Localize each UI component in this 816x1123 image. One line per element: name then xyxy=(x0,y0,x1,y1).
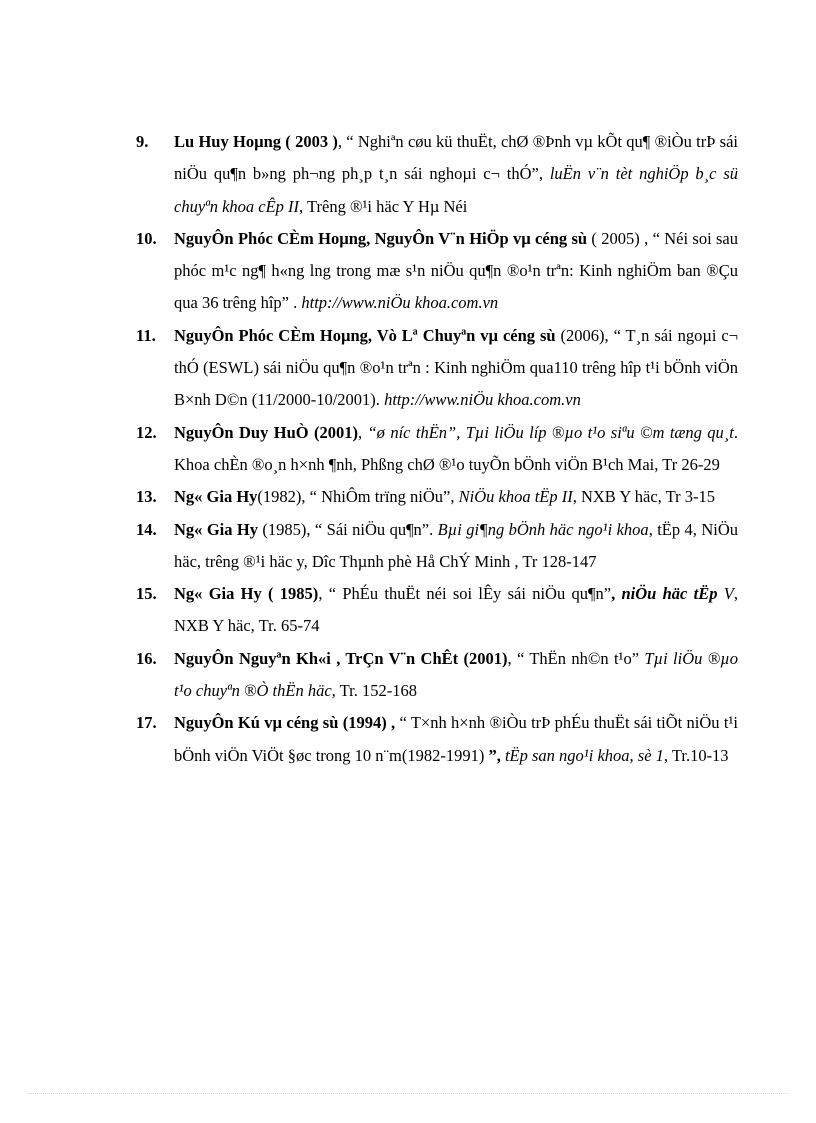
reference-text-run: “ø níc thËn”, Tµi liÖu líp ®µo t¹o siªu ©m tæng qu¸t xyxy=(367,422,734,442)
reference-text-run: , Tr.10-13 xyxy=(663,745,729,765)
reference-text-run: NiÖu khoa tËp II xyxy=(458,487,573,507)
reference-text-run: Ng« Gia Hy xyxy=(174,487,258,507)
reference-text-run: NguyÔn Nguyªn Kh«i , TrÇn V¨n ChÊt (2001) xyxy=(174,648,508,668)
reference-item xyxy=(136,417,738,482)
reference-item xyxy=(136,481,738,513)
reference-text-run: ”, xyxy=(488,745,505,765)
reference-text-run: V xyxy=(717,584,734,604)
reference-text-run: , tËp 4, NiÖu häc, trêng ®¹i häc y, Dîc Thµnh phè Hå ChÝ Minh , Tr 128-147 xyxy=(174,519,738,571)
reference-text-run: http://www.niÖu khoa.com.vn xyxy=(384,390,581,410)
reference-text-run: Ng« Gia Hy ( 1985) xyxy=(174,584,319,604)
reference-number: 9. xyxy=(136,132,149,151)
page-bottom-rule xyxy=(28,1093,788,1094)
reference-item xyxy=(136,514,738,579)
reference-number: 15. xyxy=(136,584,157,604)
reference-text-run: luËn v¨n tèt nghiÖp b¸c sü chuyªn khoa cÊp II xyxy=(174,164,738,216)
reference-text-run: (2006), “ T¸n sái ngoµi c¬ thÓ (ESWL) sái niÖu qu¶n ®o¹n trªn : Kinh nghiÖm qua110 trêng hîp t¹i bÖnh viÖn B×nh D©n (11/2000-10/2001). xyxy=(174,325,738,410)
reference-text-run: Bµi gi¶ng bÖnh häc ngo¹i khoa xyxy=(437,519,649,539)
reference-text-run: , “ PhÉu thuËt néi soi lÊy sái niÖu qu¶n” xyxy=(318,584,612,604)
reference-number: 14. xyxy=(136,519,157,539)
reference-text-run: ( 2005) , “ Néi soi sau phóc m¹c ng¶ h«ng lng trong mæ s¹n niÖu qu¶n ®o¹n trªn: Kinh nghiÖm ban ®Çu qua 36 trêng hîp” . xyxy=(174,228,738,313)
reference-item xyxy=(136,643,738,708)
reference-number: 11. xyxy=(136,325,156,345)
reference-text-run: Lu Huy Hoµng ( 2003 ) xyxy=(174,132,338,151)
reference-text-run: , Trêng ®¹i häc Y Hµ Néi xyxy=(299,196,468,216)
reference-text-run: . Khoa chÈn ®o¸n h×nh ¶nh, Phßng chØ ®¹o tuyÕn bÖnh viÖn B¹ch Mai, Tr 26-29 xyxy=(174,422,739,474)
reference-number: 12. xyxy=(136,422,157,442)
reference-text-run: niÖu häc tËp xyxy=(621,584,718,604)
reference-number: 10. xyxy=(136,228,157,248)
reference-number: 16. xyxy=(136,648,157,668)
reference-item xyxy=(136,707,738,772)
reference-text-run: , NXB Y häc, Tr 3-15 xyxy=(572,487,715,507)
reference-number: 17. xyxy=(136,713,157,733)
reference-text-run: Tµi liÖu ®µo t¹o chuyªn ®Ò thËn häc xyxy=(174,648,739,701)
reference-text-run: “ T×nh h×nh ®iÒu trÞ phÉu thuËt sái tiÕt niÖu t¹i bÖnh viÖn ViÖt §øc trong 10 n¨m(1982-1991) xyxy=(174,713,739,765)
reference-text-run: , xyxy=(611,584,622,604)
reference-text-run: (1985), “ Sái niÖu qu¶n”. xyxy=(258,519,438,539)
reference-item xyxy=(136,223,738,320)
reference-item xyxy=(136,578,738,643)
reference-item xyxy=(136,126,738,223)
reference-number: 13. xyxy=(136,487,157,507)
reference-text-run: Ng« Gia Hy xyxy=(174,519,258,539)
reference-text-run: , NXB Y häc, Tr. 65-74 xyxy=(174,584,739,636)
reference-text-run: , “ ThËn nh©n t¹o” xyxy=(507,648,645,668)
reference-text-run: , “ Nghiªn cøu kü thuËt, chØ ®Þnh vµ kÕt qu¶ ®iÒu trÞ sái niÖu qu¶n b»ng ph¬ng ph¸p t¸n sái nghoµi c¬ thÓ”, xyxy=(174,132,738,184)
reference-text-run: http://www.niÖu khoa.com.vn xyxy=(301,293,499,313)
reference-text-run: NguyÔn Phóc CÈm Hoµng, NguyÔn V¨n HiÖp vµ céng sù xyxy=(174,228,588,248)
reference-text-run: NguyÔn Duy HuÒ (2001) xyxy=(174,422,358,442)
reference-text-run: tËp san ngo¹i khoa, sè 1 xyxy=(504,745,664,765)
reference-text-run: NguyÔn Kú vµ céng sù (1994) , xyxy=(174,713,396,733)
reference-text-run: (1982), “ NhiÔm trïng niÖu”, xyxy=(257,487,459,507)
reference-text-run: NguyÔn Phóc CÈm Hoµng, Vò Lª Chuyªn vµ céng sù xyxy=(174,325,556,345)
reference-item xyxy=(136,320,738,417)
reference-list xyxy=(136,126,738,772)
reference-text-run: , xyxy=(357,422,368,442)
reference-text-run: , Tr. 152-168 xyxy=(331,681,417,701)
